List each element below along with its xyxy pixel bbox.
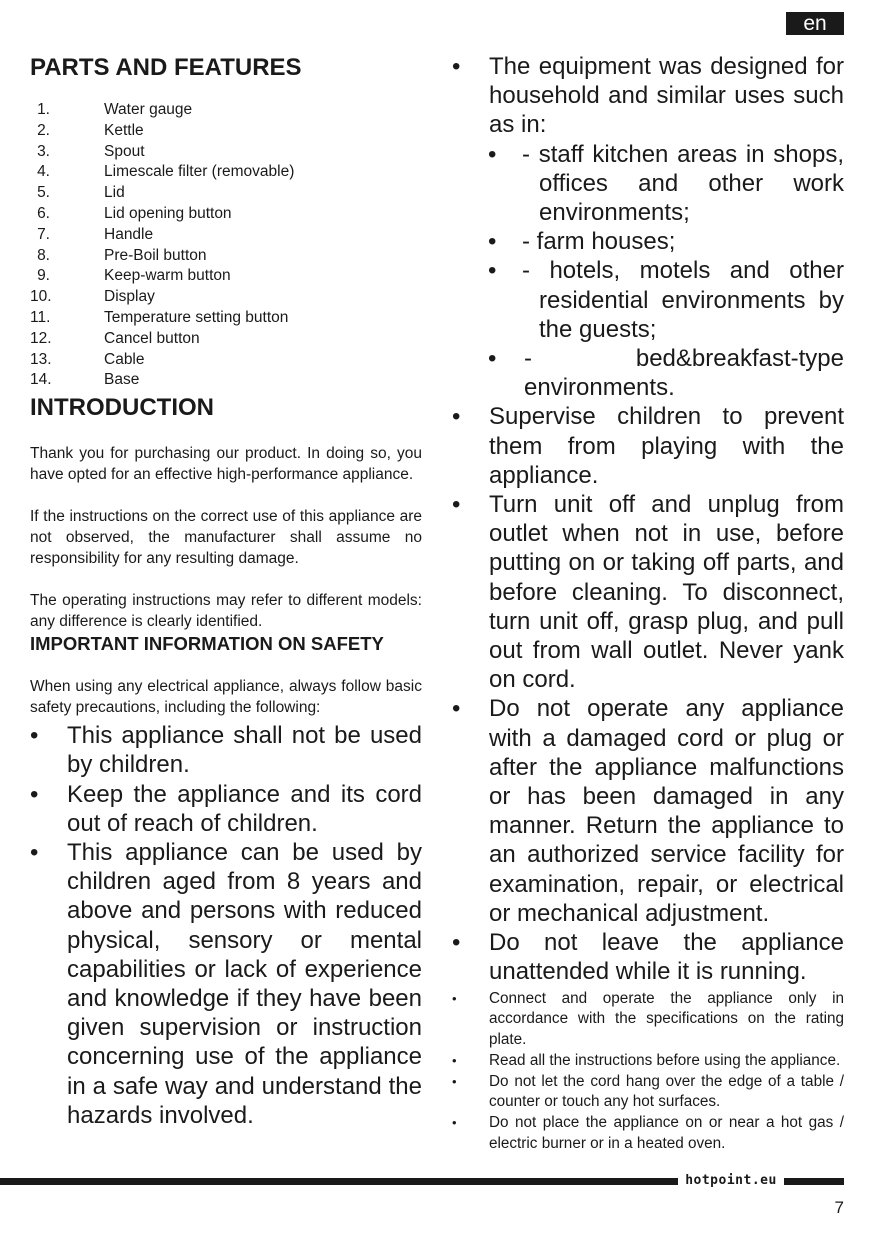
intro-paragraph: The operating instructions may refer to different models: any difference is clearly identified. [30, 592, 422, 631]
parts-list-item: 11. Temperature setting button [30, 308, 289, 326]
safety-bullet: • The equipment was designed for household and similar uses such as in: [452, 53, 844, 139]
language-badge: en [786, 12, 844, 35]
left-column [30, 52, 422, 1130]
parts-list-item: 4. Limescale filter (removable) [37, 163, 295, 181]
safety-list-right-continued [452, 402, 844, 986]
footer-rule [784, 1178, 844, 1185]
parts-heading: PARTS AND FEATURES [30, 54, 302, 81]
parts-list-item: 5. Lid [37, 184, 125, 202]
safety-intro: When using any electrical appliance, always follow basic safety precautions, including the following: [30, 678, 422, 717]
safety-heading: IMPORTANT INFORMATION ON SAFETY [30, 633, 384, 655]
intro-paragraph: Thank you for purchasing our product. In doing so, you have opted for an effective high-performance appliance. [30, 445, 422, 484]
sub-bullet: • - bed&breakfast-type environments. [488, 345, 844, 402]
safety-bullet: • Do not leave the appliance unattended while it is running. [452, 929, 844, 986]
page-number: 7 [834, 1198, 844, 1217]
parts-list-item: 8. Pre-Boil button [37, 246, 207, 264]
safety-list-small [452, 989, 844, 1155]
parts-list [30, 100, 422, 391]
brand-url: hotpoint.eu [685, 1173, 777, 1188]
safety-bullet: • Do not operate any appliance with a damaged cord or plug or after the appliance malfunctions or has been damaged in any manner. Return the appliance to an authorized service facility for examination, repair, or electrical or mechanical adjustment. [452, 695, 844, 927]
safety-bullet: • This appliance shall not be used by children. [30, 722, 422, 779]
safety-bullet: • Keep the appliance and its cord out of reach of children. [30, 780, 422, 837]
parts-list-item: 12. Cancel button [30, 329, 200, 347]
safety-bullet: • Supervise children to prevent them from playing with the appliance. [452, 403, 844, 489]
safety-list-right [452, 52, 844, 140]
sub-bullet: • - hotels, motels and other residential environments by the guests; [488, 257, 844, 343]
parts-list-item: 13. Cable [30, 350, 145, 368]
sub-bullet: • - staff kitchen areas in shops, offices and other work environments; [488, 140, 844, 227]
safety-bullet: • Turn unit off and unplug from outlet when not in use, before putting on or taking off parts, and before cleaning. To disconnect, turn unit off, grasp plug, and pull out from wall outlet. Never yank on cord. [452, 491, 844, 694]
parts-list-item: 3. Spout [37, 142, 145, 160]
safety-small-bullet: • Do not place the appliance on or near a hot gas / electric burner or in a heated oven. [452, 1114, 844, 1153]
parts-list-item: 1. Water gauge [37, 101, 193, 118]
parts-list-item: 6. Lid opening button [37, 204, 232, 222]
safety-small-bullet: • Read all the instructions before using the appliance. [452, 1051, 841, 1069]
parts-list-item: 7. Handle [37, 225, 154, 243]
right-column [452, 52, 844, 1155]
safety-bullet: • This appliance can be used by children aged from 8 years and above and persons with reduced physical, sensory or mental capabilities or lack of experience and knowledge if they have been given supervision or instruction concerning use of the appliance in a safe way and understand the hazards involved. [30, 838, 422, 1129]
safety-small-bullet: • Do not let the cord hang over the edge of a table / counter or touch any hot surfaces. [452, 1072, 844, 1111]
introduction-heading: INTRODUCTION [30, 394, 214, 422]
parts-list-item: 14. Base [30, 371, 140, 389]
parts-list-item: 9. Keep-warm button [37, 267, 231, 285]
use-environments-list [452, 140, 844, 403]
sub-bullet: • - farm houses; [488, 228, 676, 256]
intro-paragraph: If the instructions on the correct use of this appliance are not observed, the manufacturer shall assume no responsibility for any resulting damage. [30, 508, 422, 568]
footer-rule [0, 1178, 678, 1185]
safety-small-bullet: • Connect and operate the appliance only in accordance with the specifications on the rating plate. [452, 989, 844, 1049]
safety-list-left [30, 721, 422, 1130]
parts-list-item: 2. Kettle [37, 121, 144, 139]
parts-list-item: 10. Display [30, 288, 155, 306]
